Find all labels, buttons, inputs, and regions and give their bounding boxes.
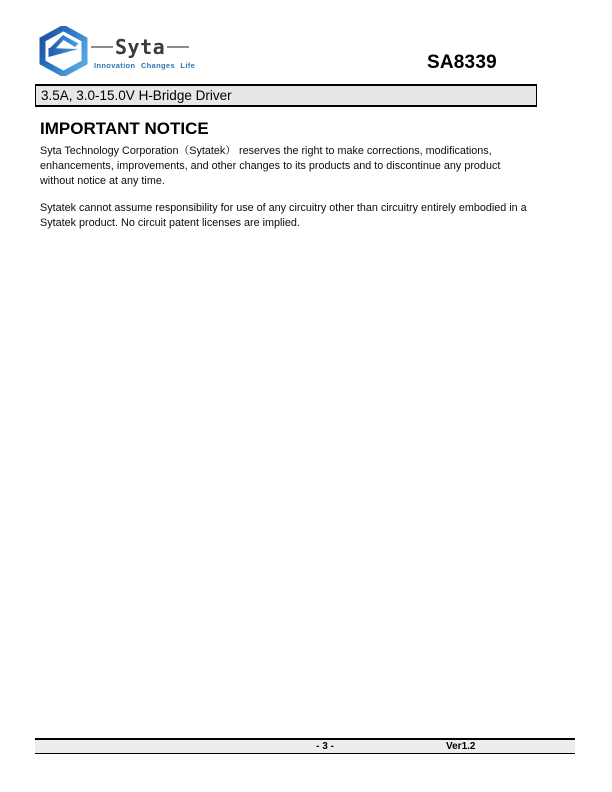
brand-row (91, 35, 195, 59)
footer-page-number: - 3 - (316, 741, 334, 752)
paragraph-line: enhancements, improvements, and other changes to its products and to discontinue any product (40, 159, 501, 172)
paragraph-line: Sytatek cannot assume responsibility for use of any circuitry other than circuitry entirely embodied in a (40, 202, 527, 214)
company-logo (38, 26, 195, 76)
brand-text-block (91, 26, 195, 70)
paragraph-line: Syta Technology Corporation（Sytatek） reserves the right to make corrections, modifications, (40, 145, 492, 157)
brand-dash-left (91, 46, 113, 49)
footer-bar (35, 738, 575, 754)
title-bar-text: 3.5A, 3.0-15.0V H-Bridge Driver (41, 88, 232, 103)
notice-heading: IMPORTANT NOTICE (40, 119, 209, 138)
notice-paragraph-1 (40, 144, 500, 188)
footer-version: Ver1.2 (446, 741, 476, 752)
title-bar (35, 84, 537, 107)
brand-dash-right (167, 46, 189, 49)
notice-paragraph-2 (40, 201, 527, 231)
brand-name: Syta (115, 35, 166, 59)
brand-tagline: Innovation Changes Life (94, 61, 196, 70)
paragraph-line: Sytatek product. No circuit patent licenses are implied. (40, 216, 300, 229)
syta-hexagon-icon (38, 26, 89, 76)
part-number: SA8339 (427, 52, 497, 73)
paragraph-line: without notice at any time. (40, 174, 165, 187)
